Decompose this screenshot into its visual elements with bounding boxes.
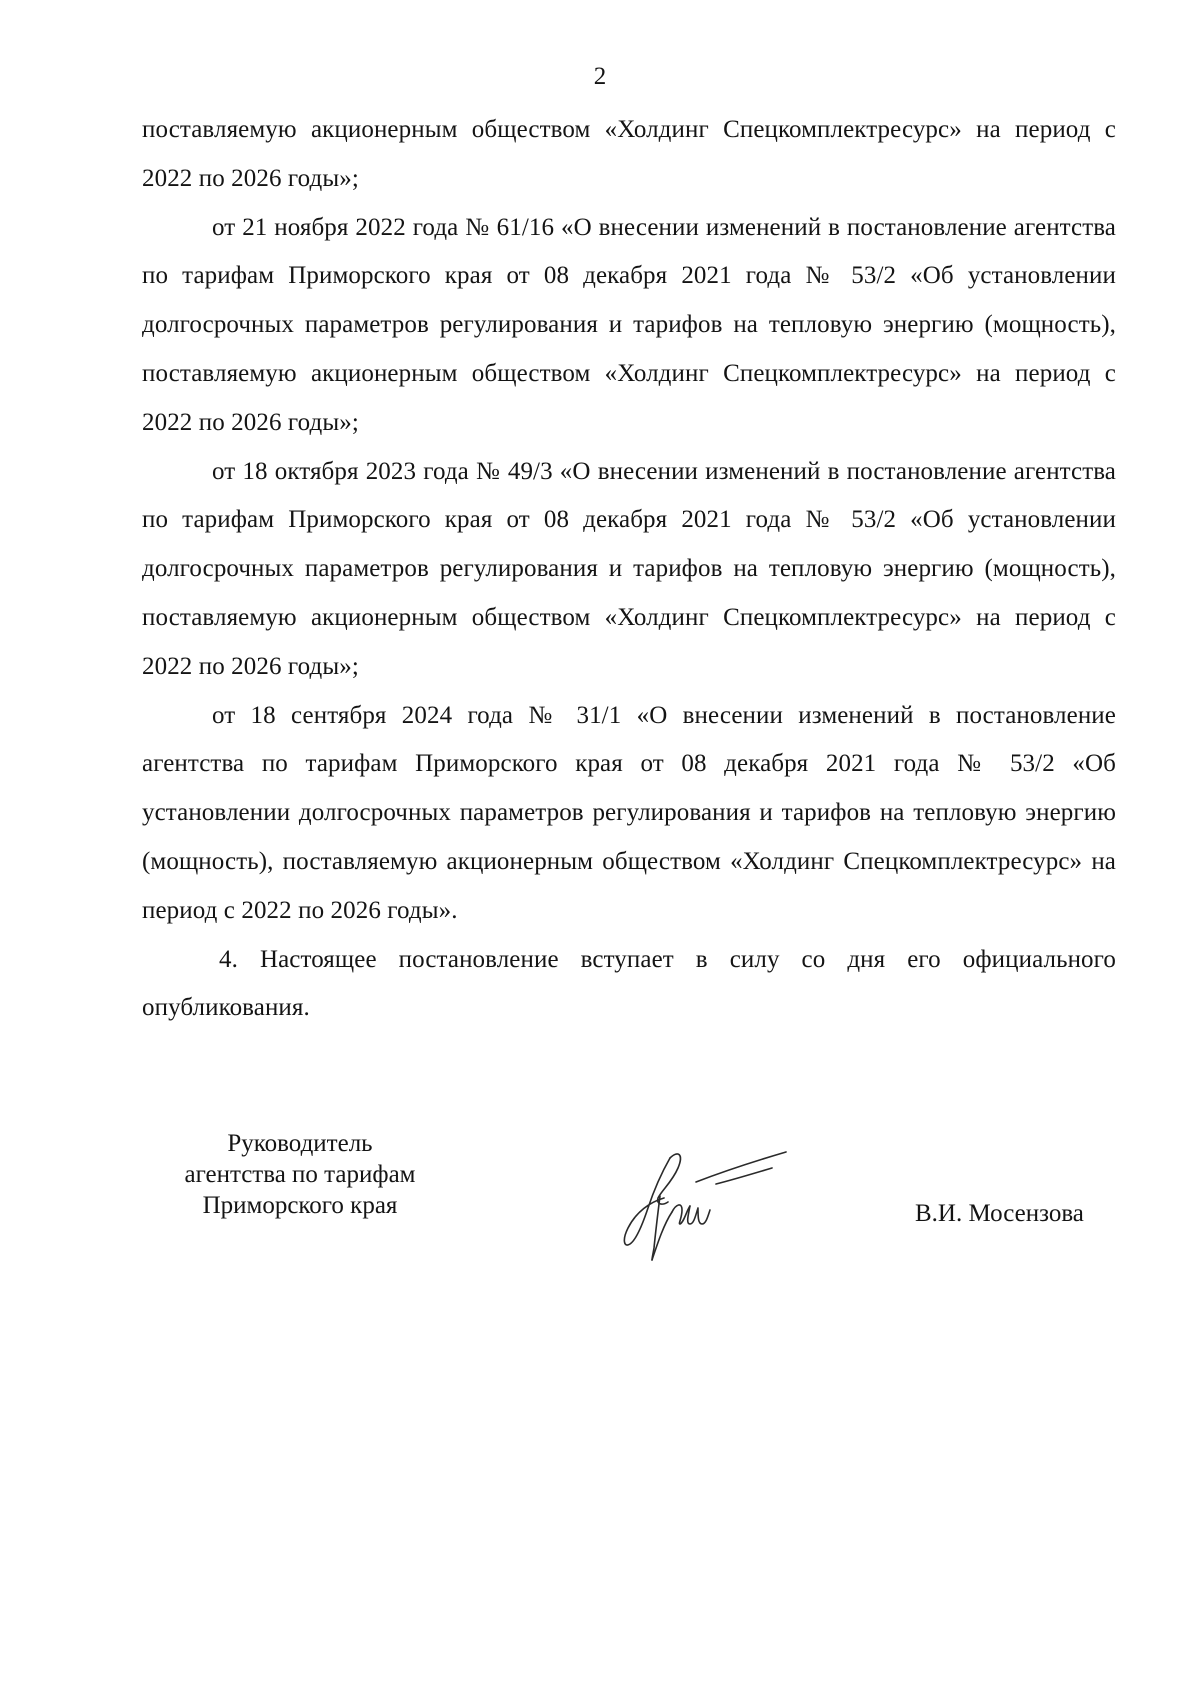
document-body <box>142 106 1116 1033</box>
handwritten-signature <box>612 1132 812 1262</box>
signature-block <box>0 1128 1200 1278</box>
signer-name: В.И. Мосензова <box>915 1200 1084 1227</box>
paragraph-continuation: поставляемую акционерным обществом «Холдинг Спецкомплектресурс» на период с 2022 по 2026 годы»; <box>142 116 1116 192</box>
signer-position-line: Руководитель <box>227 1130 373 1157</box>
page-number: 2 <box>593 63 607 90</box>
paragraph-amendment-2023: от 18 октября 2023 года № 49/3 «О внесении изменений в постановление агентства по тарифам Приморского края от 08 декабря 2021 года № 53/2 «Об установлении долгосрочных параметров регулирования и тарифов на тепловую энергию (мощность), поставляемую акционерным обществом «Холдинг Спецкомплектресурс» на период с 2022 по 2026 годы»; <box>142 457 1116 680</box>
paragraph-amendment-2024: от 18 сентября 2024 года № 31/1 «О внесении изменений в постановление агентства по тарифам Приморского края от 08 декабря 2021 года № 53/2 «Об установлении долгосрочных параметров регулирования и тарифов на тепловую энергию (мощность), поставляемую акционерным обществом «Холдинг Спецкомплектресурс» на период с 2022 по 2026 годы». <box>142 701 1116 924</box>
signer-position <box>150 1128 450 1221</box>
signer-position-line: Приморского края <box>202 1192 398 1219</box>
paragraph-amendment-2022: от 21 ноября 2022 года № 61/16 «О внесении изменений в постановление агентства по тарифам Приморского края от 08 декабря 2021 года № 53/2 «Об установлении долгосрочных параметров регулирования и тарифов на тепловую энергию (мощность), поставляемую акционерным обществом «Холдинг Спецкомплектресурс» на период с 2022 по 2026 годы»; <box>142 213 1116 436</box>
signer-position-line: агентства по тарифам <box>184 1161 416 1188</box>
paragraph-item-4: 4. Настоящее постановление вступает в силу со дня его официального опубликования. <box>142 945 1116 1022</box>
